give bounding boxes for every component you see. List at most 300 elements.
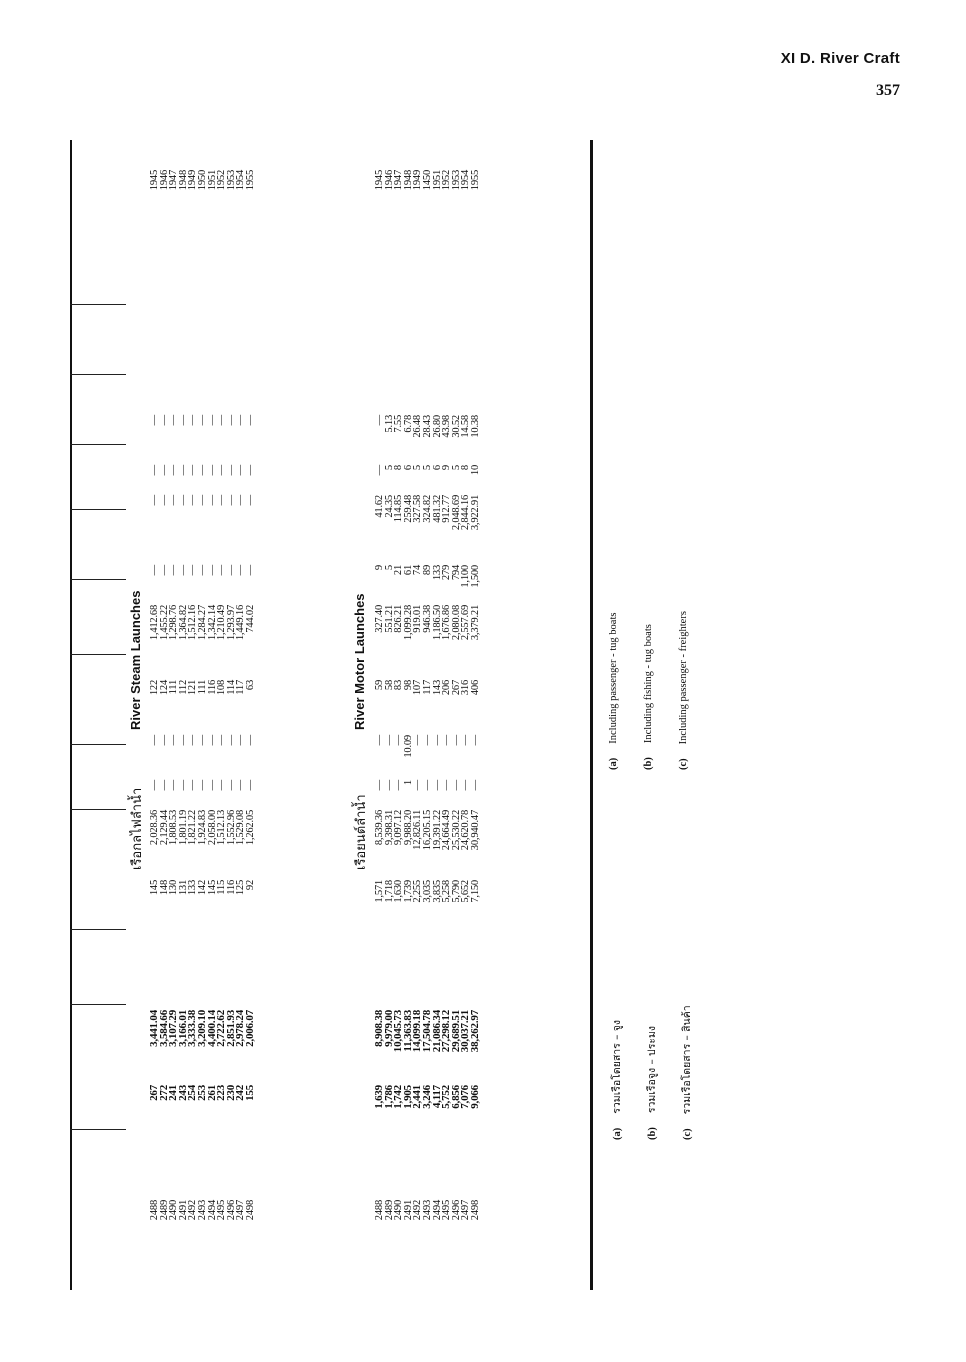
table-cell: 17,504.78 [420,1010,433,1053]
table-cell: 116 [225,880,237,895]
footnote-label: (c) [678,758,689,770]
table-cell: 1,924.83 [196,810,208,846]
table-cell: 1952 [441,170,453,191]
table-cell: 2497 [235,1200,247,1221]
table-cell: 3,209.10 [195,1010,208,1047]
table-cell: 117 [235,680,247,695]
table-cell: 1952 [216,170,228,191]
footnote-label: (a) [612,1127,623,1140]
table-cell: 1,801.19 [177,810,189,846]
steam-column-c10 [150,495,256,560]
footnote-text: Including passenger - freighters [678,611,689,745]
table-cell: 10.38 [469,415,481,438]
table-bottom-rule [590,140,593,1290]
table-cell: 206 [441,680,453,696]
table-cell: — [235,780,247,791]
table-cell: — [216,415,228,426]
table-cell: 111 [168,680,180,695]
steam-column-c1 [150,1085,256,1125]
header-rule [70,509,126,510]
table-cell: 2495 [216,1200,228,1221]
table-cell: 2497 [460,1200,472,1221]
table-cell: — [196,415,208,426]
steam-column-c7 [150,680,256,710]
table-cell: — [374,465,385,476]
table-cell: 133 [187,880,199,896]
table-cell: 1,786 [382,1085,395,1109]
table-cell: — [441,735,453,746]
page-number: 357 [876,82,900,99]
table-cell: 2489 [383,1200,395,1221]
table-cell: 26.48 [412,415,424,438]
table-cell: 9 [374,565,385,571]
table-cell: 122 [149,680,160,696]
table-cell: — [168,465,180,476]
table-cell: 148 [158,880,170,896]
table-cell: 1,742 [392,1085,405,1109]
table-cell: 92 [244,880,256,891]
footnote-c-thai [678,1005,695,1140]
table-cell: 241 [167,1085,180,1101]
footnote-text: Including fishing - tug boats [643,624,654,744]
table-cell: 142 [196,880,208,896]
table-cell: — [149,735,160,746]
table-cell: 63 [244,680,256,691]
table-cell: 9,979.00 [382,1010,395,1047]
table-cell: 133 [431,565,443,581]
motor-column-c6 [375,735,481,775]
table-cell: 27,298.12 [440,1010,453,1053]
table-cell: — [177,465,189,476]
rotated-table-page [70,140,693,1290]
motor-title-thai: เรือยนต์ลำน้ำ [354,794,369,870]
table-cell: — [196,465,208,476]
table-cell: 1951 [431,170,443,191]
table-cell: — [431,780,443,791]
table-cell: 112 [177,680,189,695]
table-cell: — [216,495,228,506]
table-cell: 2494 [431,1200,443,1221]
table-cell: 1,100 [460,565,472,588]
table-cell: 111 [196,680,208,695]
table-cell: — [225,565,237,576]
table-cell: 1947 [168,170,180,191]
table-cell: 1,808.53 [168,810,180,846]
header-rule [70,1004,126,1005]
table-cell: — [158,465,170,476]
table-cell: — [187,780,199,791]
table-cell: 1955 [469,170,481,191]
table-cell: 6 [402,465,414,471]
table-cell: 30.52 [450,415,462,438]
motor-column-years_be [375,1200,481,1260]
table-cell: 1,512.13 [216,810,228,846]
table-cell: 7,150 [469,880,481,903]
motor-column-c4 [375,810,481,880]
table-cell: 25,530.22 [450,810,462,851]
table-cell: 1,284.27 [196,605,208,641]
table-cell: 3,107.29 [167,1010,180,1047]
table-cell: — [196,735,208,746]
table-cell: 1947 [393,170,405,191]
table-cell: — [225,735,237,746]
header-rule [70,579,126,580]
table-cell: 2491 [402,1200,414,1221]
header-rule [70,304,126,305]
table-cell: — [206,415,218,426]
table-cell: 1450 [421,170,433,191]
table-cell: 2490 [168,1200,180,1221]
table-cell: 1,500 [469,565,481,588]
table-cell: 24.35 [383,495,395,518]
table-cell: 406 [469,680,481,696]
table-cell: 2,978.24 [234,1010,247,1047]
table-cell: 116 [206,680,218,695]
table-cell: 9,066 [468,1085,481,1109]
steam-column-c11 [150,465,256,485]
table-cell: 38,262.97 [468,1010,481,1053]
table-cell: 2,028.36 [149,810,160,846]
table-cell: — [244,415,256,426]
table-cell: — [158,415,170,426]
table-cell: 5.13 [383,415,395,433]
steam-column-years_be [150,1200,256,1260]
table-cell: 327.40 [374,605,385,633]
table-cell: — [393,780,405,791]
table-cell: — [168,495,180,506]
table-cell: 2496 [225,1200,237,1221]
motor-column-c2 [375,1010,481,1080]
table-cell: 21,086.34 [430,1010,443,1053]
table-cell: 4,400.14 [205,1010,218,1047]
table-cell: — [216,565,228,576]
table-cell: 155 [243,1085,256,1101]
motor-column-years_ad [375,170,481,220]
table-cell: 5,258 [441,880,453,903]
header-rule [70,744,126,745]
table-cell: 145 [206,880,218,896]
table-cell: — [158,495,170,506]
table-cell: — [235,735,247,746]
table-cell: — [206,495,218,506]
motor-column-c9 [375,565,481,600]
table-cell: 2493 [421,1200,433,1221]
table-cell: 5,752 [440,1085,453,1109]
table-cell: 121 [187,680,199,696]
table-cell: 2,557.69 [460,605,472,641]
table-cell: 5,790 [450,880,462,903]
motor-column-c11 [375,465,481,485]
table-cell: — [187,415,199,426]
steam-column-c2 [150,1010,256,1080]
table-cell: 8 [460,465,472,471]
table-cell: 30,940.47 [469,810,481,851]
table-cell: 1,821.22 [187,810,199,846]
table-cell: 3,379.21 [469,605,481,641]
footnote-label: (c) [682,1128,693,1140]
table-cell: 1,739 [402,880,414,903]
header-rule [70,929,126,930]
table-cell: 1,293.97 [225,605,237,641]
table-cell: — [383,735,395,746]
table-cell: 1,552.96 [225,810,237,846]
table-cell: 3,835 [431,880,443,903]
footnote-text: รวมเรือโดยสาร – สินค้า [681,1005,693,1115]
table-cell: — [225,780,237,791]
table-cell: 19,391.22 [431,810,443,851]
table-cell: 324.82 [421,495,433,523]
table-cell: 3,035 [421,880,433,903]
table-cell: 59 [374,680,385,691]
table-cell: — [216,735,228,746]
header-rule [70,809,126,810]
table-cell: 10,045.73 [392,1010,405,1053]
table-cell: 259.48 [402,495,414,523]
table-cell: 131 [177,880,189,896]
motor-column-c10 [375,495,481,560]
table-cell: 8,539.36 [374,810,385,846]
table-cell: 61 [402,565,414,576]
table-cell: 26.80 [431,415,443,438]
table-cell: 2,080.08 [450,605,462,641]
table-cell: 3,922.91 [469,495,481,531]
steam-column-c12 [150,415,256,460]
table-cell: 1946 [383,170,395,191]
table-cell: 481.32 [431,495,443,523]
table-cell: 2492 [187,1200,199,1221]
table-cell: — [421,735,433,746]
table-cell: 2494 [206,1200,218,1221]
table-cell: — [177,415,189,426]
table-cell: 83 [393,680,405,691]
table-cell: 1 [402,780,414,786]
table-cell: 230 [224,1085,237,1101]
table-cell: 3,441.04 [148,1010,160,1047]
table-cell: 1,455.22 [158,605,170,641]
table-cell: 1,718 [383,880,395,903]
table-cell: 1,676.86 [441,605,453,641]
table-cell: 8 [393,465,405,471]
footnote-text: Including passenger - tug boats [608,612,619,744]
table-cell: 7.55 [393,415,405,433]
table-cell: — [168,415,180,426]
table-cell: — [187,495,199,506]
footnote-text: รวมเรือโดยสาร – จูง [611,1019,623,1114]
header-rule [70,374,126,375]
table-cell: 5 [383,565,395,571]
table-cell: 1946 [158,170,170,191]
table-cell: 130 [168,880,180,896]
table-cell: 919.01 [412,605,424,633]
table-cell: 2,844.16 [460,495,472,531]
table-cell: 2492 [412,1200,424,1221]
table-cell: — [149,780,160,791]
footnote-label: (b) [647,1127,658,1140]
table-cell: — [158,780,170,791]
table-cell: 89 [421,565,433,576]
table-cell: — [431,735,443,746]
table-cell: — [177,780,189,791]
table-cell: — [225,415,237,426]
table-cell: — [412,735,424,746]
table-cell: — [149,565,160,576]
table-cell: 3,333.38 [186,1010,199,1047]
table-cell: 5 [383,465,395,471]
table-cell: — [421,780,433,791]
table-cell: 1,571 [374,880,385,903]
table-cell: 21 [393,565,405,576]
table-cell: 2495 [441,1200,453,1221]
motor-column-c3 [375,880,481,920]
table-cell: — [196,565,208,576]
table-cell: 2489 [158,1200,170,1221]
table-cell: 1,449.16 [235,605,247,641]
table-cell: 316 [460,680,472,696]
footnote-label: (b) [643,757,654,770]
footnote-a-thai [608,1020,625,1140]
table-cell: 9,097.12 [393,810,405,846]
table-cell: 3,246 [420,1085,433,1109]
steam-column-c5 [150,780,256,800]
table-cell: 5 [421,465,433,471]
table-cell: 254 [186,1085,199,1101]
table-cell: 16,205.15 [421,810,433,851]
table-cell: 8,908.38 [373,1010,385,1047]
table-cell: 2490 [393,1200,405,1221]
table-cell: — [235,465,247,476]
table-cell: 1945 [374,170,385,191]
table-cell: 1948 [177,170,189,191]
table-cell: 1,099.28 [402,605,414,641]
table-cell: — [244,465,256,476]
table-cell: 6.78 [402,415,414,433]
table-cell: 24,664.49 [441,810,453,851]
table-cell: 2,441 [411,1085,424,1109]
table-cell: — [196,495,208,506]
table-cell: 261 [205,1085,218,1101]
table-cell: 253 [195,1085,208,1101]
table-cell: 2,129.44 [158,810,170,846]
table-top-rule [70,140,72,1290]
table-cell: — [216,465,228,476]
table-cell: 267 [148,1085,160,1101]
table-cell: — [374,415,385,426]
table-cell: 3,166.01 [176,1010,189,1047]
steam-column-c4 [150,810,256,880]
table-cell: — [206,565,218,576]
table-cell: 1,298.76 [168,605,180,641]
table-cell: 124 [158,680,170,696]
table-cell: 1,186.50 [431,605,443,641]
table-cell: — [244,780,256,791]
table-cell: 41.62 [374,495,385,518]
table-cell: 28.43 [421,415,433,438]
table-cell: 114.85 [393,495,405,523]
table-cell: 12,826.11 [412,810,424,850]
table-cell: — [244,495,256,506]
table-cell: 9 [441,465,453,471]
table-cell: 2,058.00 [206,810,218,846]
table-cell: 744.02 [244,605,256,633]
table-cell: 2488 [374,1200,385,1221]
table-cell: 14,099.18 [411,1010,424,1053]
table-cell: 1951 [206,170,218,191]
table-cell: 279 [441,565,453,581]
table-cell: 3,584.66 [157,1010,170,1047]
header-rule [70,654,126,655]
table-cell: 2,255 [412,880,424,903]
table-cell: — [235,565,247,576]
table-cell: 30,037.21 [459,1010,472,1053]
table-cell: 1,905 [401,1085,414,1109]
table-cell: — [374,780,385,791]
table-cell: 1948 [402,170,414,191]
table-cell: — [450,780,462,791]
table-cell: 10.09 [402,735,414,758]
table-cell: 11,363.83 [401,1010,414,1052]
table-cell: 1,364.82 [177,605,189,641]
table-cell: 2493 [196,1200,208,1221]
table-cell: — [206,780,218,791]
table-cell: — [450,735,462,746]
table-cell: 1,512.16 [187,605,199,641]
steam-column-c9 [150,565,256,600]
table-cell: 14.58 [460,415,472,438]
table-cell: 1,262.05 [244,810,256,846]
table-cell: 272 [157,1085,170,1101]
table-cell: — [469,735,481,746]
table-cell: — [168,780,180,791]
table-cell: 946.38 [421,605,433,633]
footnote-a-en [608,613,619,770]
table-cell: — [177,565,189,576]
table-cell: — [244,565,256,576]
steam-column-c8 [150,605,256,675]
table-cell: 2498 [244,1200,256,1221]
table-cell: 6 [431,465,443,471]
table-cell: 125 [235,880,247,896]
table-cell: — [196,780,208,791]
table-cell: — [187,465,199,476]
footnote-label: (a) [608,757,619,770]
table-cell: — [412,780,424,791]
table-cell: — [177,735,189,746]
table-cell: — [187,565,199,576]
table-cell: 5 [450,465,462,471]
table-cell: 1953 [225,170,237,191]
table-cell: 98 [402,680,414,691]
table-cell: 117 [421,680,433,695]
table-cell: 1953 [450,170,462,191]
table-cell: 2488 [149,1200,160,1221]
table-cell: — [383,780,395,791]
motor-title: River Motor Launches [352,593,367,730]
table-cell: 9,398.31 [383,810,395,846]
table-cell: — [460,735,472,746]
table-cell: 1949 [412,170,424,191]
table-cell: — [225,465,237,476]
motor-column-c1 [375,1085,481,1125]
table-cell: — [244,735,256,746]
table-cell: 24,620.78 [460,810,472,851]
table-cell: 5 [412,465,424,471]
table-cell: — [235,415,247,426]
table-cell: — [158,565,170,576]
table-cell: 10 [469,465,481,476]
table-cell: 2,722.62 [215,1010,228,1047]
table-cell: 4,117 [430,1085,443,1109]
table-cell: 5,652 [460,880,472,903]
